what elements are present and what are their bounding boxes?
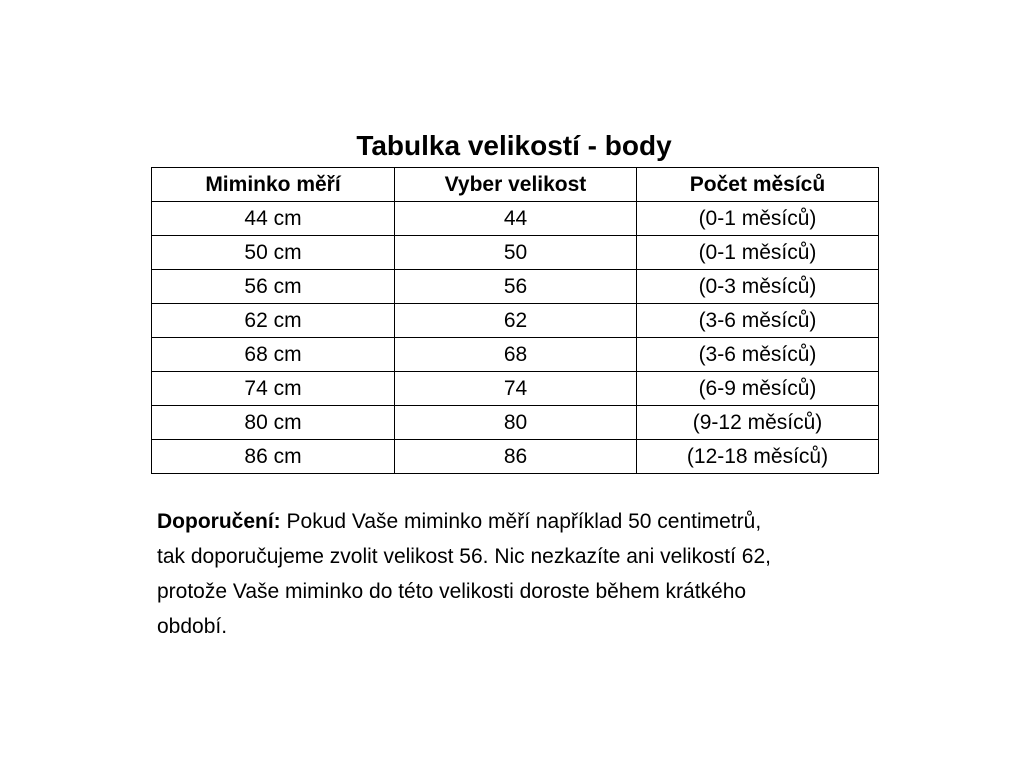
cell-baby-length: 62 cm <box>152 304 395 338</box>
table-row <box>152 270 879 304</box>
table-row <box>152 236 879 270</box>
cell-size: 74 <box>395 372 637 406</box>
size-table <box>151 167 879 474</box>
table-header-row <box>152 168 879 202</box>
cell-baby-length: 86 cm <box>152 440 395 474</box>
cell-baby-length: 50 cm <box>152 236 395 270</box>
column-header-size: Vyber velikost <box>395 168 637 202</box>
cell-months: (12-18 měsíců) <box>637 440 879 474</box>
cell-months: (3-6 měsíců) <box>637 338 879 372</box>
table-row <box>152 406 879 440</box>
cell-baby-length: 74 cm <box>152 372 395 406</box>
recommendation-line: tak doporučujeme zvolit velikost 56. Nic nezkazíte ani velikostí 62, <box>157 545 771 568</box>
table-row <box>152 338 879 372</box>
cell-baby-length: 44 cm <box>152 202 395 236</box>
cell-size: 50 <box>395 236 637 270</box>
cell-months: (3-6 měsíců) <box>637 304 879 338</box>
cell-months: (0-3 měsíců) <box>637 270 879 304</box>
page-title: Tabulka velikostí - body <box>356 130 672 161</box>
column-header-months: Počet měsíců <box>637 168 879 202</box>
recommendation-label: Doporučení: <box>157 510 281 533</box>
table-row <box>152 202 879 236</box>
table-row <box>152 372 879 406</box>
cell-months: (0-1 měsíců) <box>637 202 879 236</box>
cell-months: (9-12 měsíců) <box>637 406 879 440</box>
cell-size: 56 <box>395 270 637 304</box>
cell-size: 68 <box>395 338 637 372</box>
cell-baby-length: 80 cm <box>152 406 395 440</box>
column-header-baby-length: Miminko měří <box>152 168 395 202</box>
cell-months: (0-1 měsíců) <box>637 236 879 270</box>
cell-baby-length: 56 cm <box>152 270 395 304</box>
table-row <box>152 304 879 338</box>
recommendation-line: Pokud Vaše miminko měří například 50 centimetrů, <box>280 510 762 533</box>
cell-size: 86 <box>395 440 637 474</box>
cell-baby-length: 68 cm <box>152 338 395 372</box>
recommendation-paragraph <box>157 504 877 644</box>
cell-size: 80 <box>395 406 637 440</box>
cell-size: 44 <box>395 202 637 236</box>
cell-size: 62 <box>395 304 637 338</box>
recommendation-line: protože Vaše miminko do této velikosti doroste během krátkého <box>157 580 747 603</box>
table-row <box>152 440 879 474</box>
recommendation-line: období. <box>157 615 228 638</box>
cell-months: (6-9 měsíců) <box>637 372 879 406</box>
